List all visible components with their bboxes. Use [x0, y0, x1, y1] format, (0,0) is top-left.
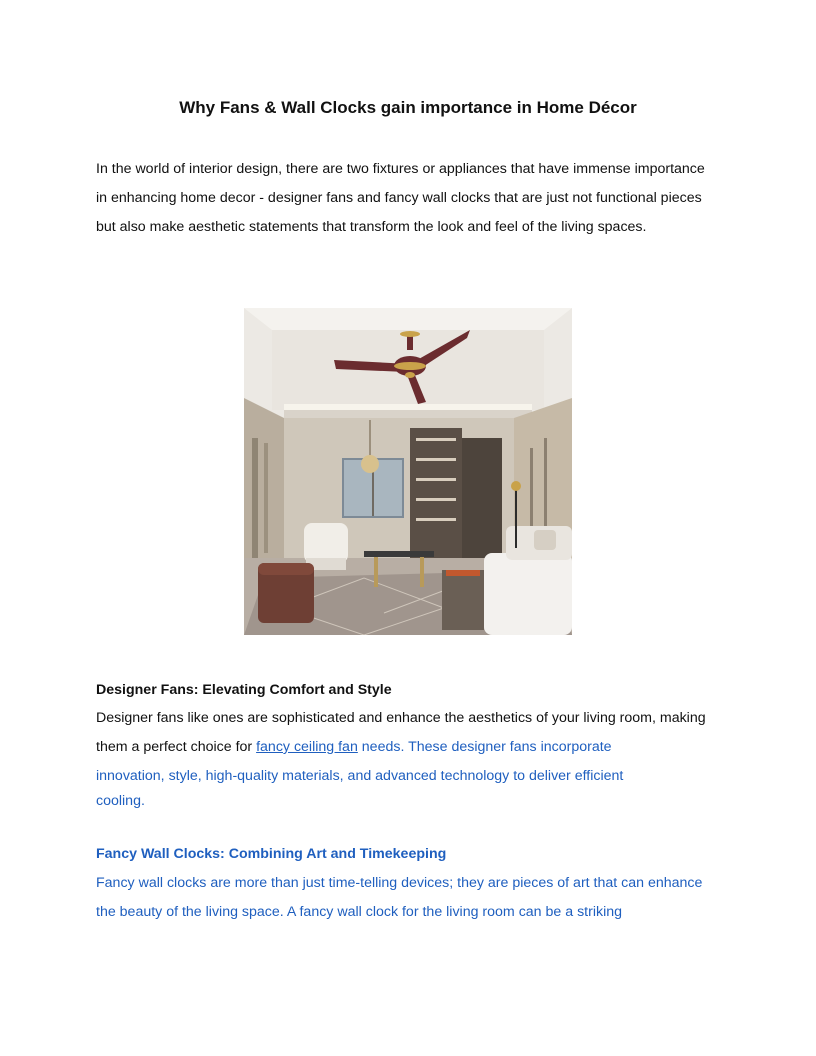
section-heading-designer-fans: Designer Fans: Elevating Comfort and Style	[96, 682, 392, 698]
designer-fans-text-start: Designer fans like ones are sophisticated and enhance the aesthetics of your living room, making them a perfect choice for	[96, 710, 706, 755]
wall-clocks-paragraph: Fancy wall clocks are more than just time-telling devices; they are pieces of art that can enhance the beauty of the living space. A fancy wall clock for the living room can be a striking	[96, 875, 703, 920]
designer-fans-text-last-line: innovation, style, high-quality materials, and advanced technology to deliver efficient	[96, 768, 624, 784]
section-heading-wall-clocks: Fancy Wall Clocks: Combining Art and Timekeeping	[96, 846, 447, 862]
designer-fans-paragraph	[96, 704, 706, 811]
designer-fans-text-end: cooling.	[96, 793, 145, 809]
coffee-table	[364, 551, 434, 557]
armchair	[304, 523, 348, 563]
fancy-ceiling-fan-link[interactable]: fancy ceiling fan	[256, 739, 358, 755]
sofa	[484, 553, 572, 635]
display-shelf	[410, 428, 462, 558]
designer-fans-text-mid: needs. These designer fans incorporate	[357, 739, 612, 755]
living-room-fan-photo	[244, 308, 572, 635]
intro-paragraph: In the world of interior design, there are two fixtures or appliances that have immense importance in enhancing home decor - designer fans and fancy wall clocks that are just not functional pieces but also make aesthetic statements that transform the look and feel of the living spaces.	[96, 161, 705, 235]
page-title: Why Fans & Wall Clocks gain importance in Home Décor	[179, 98, 637, 117]
side-cabinet	[442, 570, 484, 630]
